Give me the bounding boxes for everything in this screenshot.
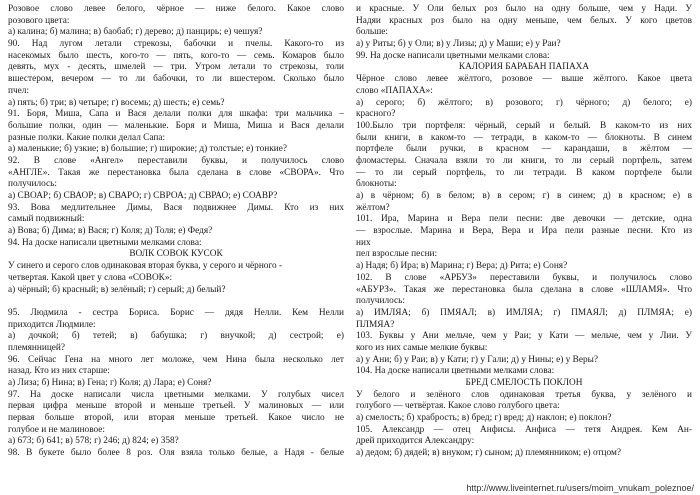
right-page-text-line: 99. На доске написали цветными мелками слова:: [356, 50, 550, 61]
left-page-text-line: 90. Над лугом летали стрекозы, бабочки и пчелы. Какого-то из: [8, 39, 344, 50]
right-page-text-line: блокноты:: [356, 179, 397, 190]
right-page-text-line: 104. На доске написали цветными мелками слова:: [356, 366, 555, 377]
right-page-text-line: 102. В слове «АРБУЗ» переставили буквы, и получилось слово: [356, 272, 692, 283]
right-page-text-line: 103. Буквы у Ани мельче, чем у Раи; у Кати — мельче, чем у Лии. У: [356, 331, 692, 342]
left-page-text-line: У синего и серого слов одинаковая вторая буква, у серого и чёрного -: [8, 261, 283, 272]
left-page-text-line: 91. Боря, Миша, Сапа и Вася делали полки для шкафа: три мальчика –: [8, 109, 344, 120]
left-page-text-line: а) Лиза; б) Нина; в) Гена; г) Коля; д) Лара; е) Соня?: [8, 378, 212, 388]
left-page-text-line: первая цифра меньше второй и меньше третьей. У малиновых — или: [8, 401, 344, 412]
left-page-text-line: Розовое слово левее белого, чёрное — ниже белого. Какое слово: [8, 4, 344, 14]
left-page-text-line: а) маленькие; б) узкие; в) большие; г) широкие; д) толстые; е) тонкие?: [8, 144, 287, 155]
right-page-text-line: — взрослые. Марина и Вера, Вера и Ира пели разные песни. Кто из: [356, 226, 692, 237]
right-page-text-line: них: [356, 237, 371, 248]
source-watermark: http://www.liveinternet.ru/users/moim_vnukam_poleznoe/: [466, 483, 694, 493]
left-page-text-line: 97. На доске написали числа цветными мелками. У голубых чисел: [8, 389, 344, 400]
left-page-text-line: а) калина; б) малина; в) баобаб; г) дерево; д) панцирь; е) чешуя?: [8, 27, 263, 38]
left-page-text-line: получилось:: [8, 179, 57, 190]
left-page-text-line: вшестером, вечером — то ли бабочки, то ли вшестером. Сколько было: [8, 74, 344, 85]
left-page-text-line: а) чёрный; б) красный; в) зелёный; г) серый; д) белый?: [8, 284, 226, 295]
left-page-text-line: большие полки, один — маленькие. Боря и Миша, Миша и Вася делали: [8, 120, 344, 131]
right-page-text-line: 100.Было три портфеля: чёрный, серый и белый. В каком-то из них: [356, 120, 692, 131]
right-page-text-line: дрей приходится Александру:: [356, 436, 475, 447]
right-page-text-line: а) серого; б) жёлтого; в) розового; г) чёрного; д) белого; е): [356, 97, 692, 108]
left-page-text-line: самый подвижный:: [8, 214, 85, 225]
left-page-text-line: а) 673; б) 641; в) 578; г) 246; д) 824; е) 358?: [8, 436, 179, 447]
left-page-text-line: а) Вова; б) Дима; в) Вася; г) Коля; д) Толя; е) Федя?: [8, 226, 213, 237]
right-page-text-line: портфеле были ручки, в красном — карандаши, в жёлтом —: [356, 144, 692, 155]
left-page-text-line: ВОЛК СОВОК КУСОК: [129, 249, 223, 260]
left-page-text-line: 94. На доске написали цветными мелками слова:: [8, 237, 202, 248]
right-page-text-line: 105. Александр — отец Анфисы. Анфиса — тетя Андрея. Кем Ан-: [356, 424, 692, 435]
right-page-text-line: жёлтом?: [356, 202, 390, 213]
right-page-text-line: а) дедом; б) дядей; в) внуком; г) сыном; д) племянником; е) отцом?: [356, 448, 622, 459]
right-page-text-line: голубого — четвёртая. Какое слово голубого цвета:: [356, 401, 560, 412]
right-page-text-line: ПЛМЯА?: [356, 319, 395, 330]
right-page-text-line: КАЛОРИЯ БАРАБАН ПАПАХА: [458, 62, 590, 73]
right-page-text-line: Надяи красных роз было на одну меньше, чем белых. У кого цветов: [356, 15, 692, 26]
left-page-text-line: четвертая. Какой цвет у слова «СОВОК»:: [8, 272, 173, 283]
right-page-text-line: «АБУРЗ». Такая же перестановка была сделана в слове «ШЛАМЯ». Что: [356, 284, 692, 295]
right-page-text-line: а) смелость; б) храбрость; в) бред; г) вред; д) наклон; е) поклон?: [356, 413, 612, 424]
right-page-text-line: — то ли серый портфель, то ли тетради. В каком портфеле были: [356, 167, 692, 178]
left-page-text-line: 96. Сейчас Гена на много лет моложе, чем Нина была несколько лет: [8, 354, 344, 365]
right-page-text-line: получилось:: [356, 296, 405, 307]
left-page-text-line: а) пять; б) три; в) четыре; г) восемь; д) шесть; е) семь?: [8, 97, 225, 108]
right-page-text-line: БРЕД СМЕЛОСТЬ ПОКЛОН: [465, 378, 583, 388]
right-page-text-line: и красные. У Оли белых роз было на одну больше, чем у Нади. У: [356, 4, 692, 14]
left-page-text-line: голубое и не малиновое:: [8, 424, 106, 435]
left-page-text-line: племянницей?: [8, 342, 66, 353]
left-page-text-line: а) СВОАР; б) СВАОР; в) СВАРО; г) СВРОА; д) СВРАО; е) СОАВР?: [8, 191, 278, 201]
left-page-text-line: 92. В слове «Ангел» переставили буквы, и получилось слово: [8, 155, 344, 166]
left-page-text-line: пчел:: [8, 85, 29, 96]
right-page-text-line: Чёрное слово левее жёлтого, розовое — выше жёлтого. Какое цвета: [356, 74, 692, 85]
left-page-text-line: разные полки. Какие полки делал Сапа:: [8, 132, 166, 143]
left-page-text-line: приходится Людмиле:: [8, 319, 96, 330]
left-page-text-line: а) дочкой; б) тетей; в) бабушка; г) внучкой; д) сестрой; е): [8, 331, 344, 342]
right-page-text-line: а) Надя; б) Ира; в) Марина; г) Вера; д) Рита; е) Соня?: [356, 261, 568, 272]
right-page-text-line: фломастеры. Сначала взяли то ли книги, то ли серый портфель, затем: [356, 155, 692, 166]
right-page-text-line: слово «ПАПАХА»:: [356, 85, 433, 96]
right-page-text-line: а) у Риты; б) у Оли; в) у Лизы; д) у Маши; е) у Раи?: [356, 39, 561, 50]
left-page-text-line: 95. Людмила - сестра Бориса. Борис — дядя Нелли. Кем Нелли: [8, 307, 344, 318]
right-page-text-line: были книги, в каком-то — тетради, в каком-то — блокноты. В синем: [356, 132, 692, 143]
left-page-text-line: «АНГЛЕ». Такая же перестановка была сделана в слове «СВОРА». Что: [8, 167, 344, 178]
right-page-text-line: 101. Ира, Марина и Вера пели песни: две девочки — детские, одна: [356, 214, 692, 225]
right-page-text-line: а) ИМЛЯА; б) ПМЯАЛ; в) ИМЛЯА; г) ПМАЯЛ; д) ПЛМЯА; е): [356, 307, 692, 318]
right-page-text-line: У белого и зелёного слов одинаковая третья буква, у зелёного и: [356, 389, 692, 400]
right-page-text-line: пел взрослые песни:: [356, 249, 438, 260]
left-page: [8, 0, 344, 495]
left-page-text-line: 93. Вова медлительнее Димы, Вася подвижнее Димы. Кто из них: [8, 202, 344, 213]
left-page-text-line: розового цвета:: [8, 15, 70, 26]
right-page-text-line: кого из них самые мелкие буквы:: [356, 342, 488, 353]
left-page-text-line: девять, мух - десять, шмелей — три. Утром летали то стрекозы, толи: [8, 62, 344, 73]
left-page-text-line: насекомых было шесть, кого-то — пять, кого-то — семь. Комаров было: [8, 50, 344, 61]
right-page-text-line: а) у Ани; б) у Раи; в) у Кати; г) у Гали; д) у Нины; е) у Веры?: [356, 354, 598, 365]
right-page-text-line: больше:: [356, 27, 389, 38]
right-page-text-line: а) в чёрном; б) в белом; в) в сером; г) в синем; д) в красном; е) в: [356, 191, 692, 201]
right-page-text-line: красного?: [356, 109, 396, 120]
right-page: [356, 0, 692, 495]
left-page-text-line: первая больше второй, или вторая меньше третьей. Какое число не: [8, 413, 344, 424]
left-page-text-line: [8, 296, 344, 308]
left-page-text-line: назад. Кто из них старше:: [8, 366, 110, 377]
left-page-text-line: 98. В букете было более 8 роз. Оля взяла только белые, а Надя - белые: [8, 448, 344, 459]
